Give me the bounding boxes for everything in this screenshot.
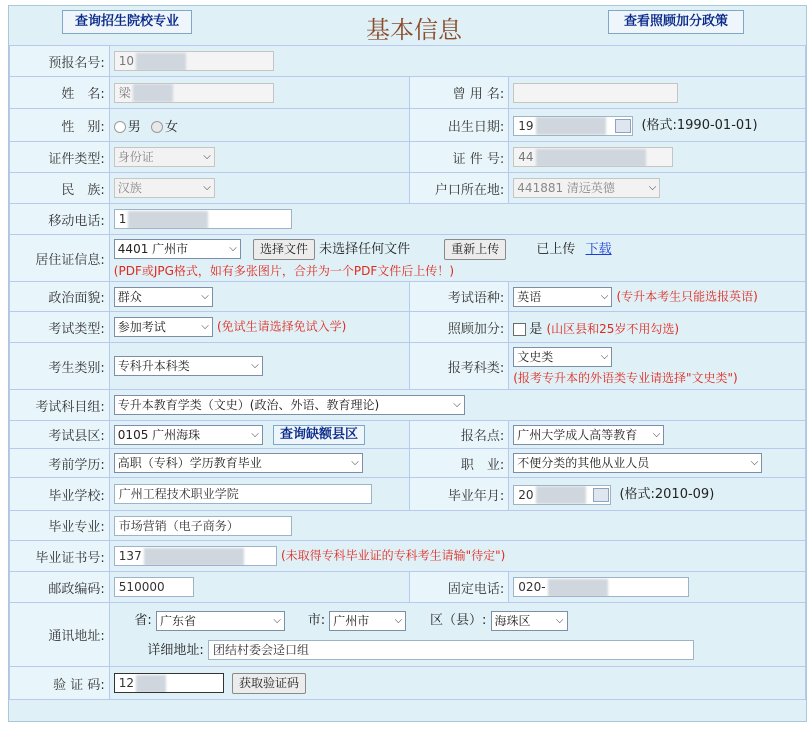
phone-label: 固定电话: [409, 572, 509, 603]
city-select[interactable]: 广州市 ⌵ [329, 611, 406, 631]
calendar-icon[interactable] [615, 119, 631, 133]
no-file-text: 未选择任何文件 [319, 241, 411, 257]
province-select[interactable]: 广东省 ⌵ [156, 611, 285, 631]
exam-type-select[interactable]: 参加考试 ⌵ [114, 317, 213, 337]
query-county-button[interactable]: 查询缺额县区 [273, 425, 365, 445]
captcha-input[interactable]: 12 [114, 673, 224, 693]
gender-male-radio[interactable] [114, 121, 126, 133]
chevron-down-icon: ⌵ [600, 290, 609, 302]
mobile-input[interactable]: 1 [114, 209, 292, 229]
province-label: 省: [134, 613, 152, 628]
lang-note: (专升本考生只能选报英语) [616, 289, 758, 303]
political-select[interactable]: 群众 ⌵ [114, 287, 213, 307]
reg-no-field: 10 [114, 51, 274, 71]
lang-label: 考试语种: [409, 282, 509, 312]
job-label: 职 业: [409, 449, 509, 478]
chevron-down-icon: ⌵ [229, 243, 237, 254]
id-no-label: 证 件 号: [409, 142, 509, 173]
query-majors-button[interactable]: 查询招生院校专业 [62, 10, 192, 34]
birth-label: 出生日期: [409, 109, 509, 142]
job-select[interactable]: 不便分类的其他从业人员 ⌵ [513, 453, 762, 473]
name-label: 姓 名: [10, 77, 110, 109]
exam-type-label: 考试类型: [10, 312, 110, 343]
category-select[interactable]: 专科升本科类 ⌵ [114, 356, 263, 376]
ethnic-label: 民 族: [10, 173, 110, 204]
residence-note: (PDF或JPG格式，如有多张图片，合并为一个PDF文件后上传！) [113, 263, 454, 278]
school-input[interactable]: 广州工程技术职业学院 [114, 484, 372, 504]
district-label: 区（县）: [429, 613, 487, 628]
district-select[interactable]: 海珠区 ⌵ [491, 611, 568, 631]
mobile-label: 移动电话: [10, 204, 110, 235]
city-label: 市: [307, 613, 326, 628]
chevron-down-icon: ⌵ [203, 182, 211, 193]
chevron-down-icon: ⌵ [251, 360, 259, 371]
uploaded-text: 已上传 [536, 241, 576, 257]
chevron-down-icon: ⌵ [555, 614, 564, 626]
info-table [9, 45, 806, 700]
chevron-down-icon: ⌵ [203, 151, 211, 162]
id-no-field: 44 [513, 147, 673, 167]
lang-select[interactable]: 英语 ⌵ [513, 287, 612, 307]
edu-label: 考前学历: [10, 449, 110, 478]
bonus-checkbox[interactable] [513, 323, 526, 336]
download-link[interactable]: 下载 [585, 241, 612, 257]
address-label: 通讯地址: [10, 603, 110, 667]
bonus-policy-button[interactable]: 查看照顾加分政策 [608, 10, 744, 34]
chevron-down-icon: ⌵ [273, 614, 281, 626]
former-name-label: 曾 用 名: [409, 77, 509, 109]
postcode-input[interactable]: 510000 [114, 577, 194, 597]
birth-format-hint: (格式:1990-01-01) [641, 118, 758, 134]
hukou-label: 户口所在地: [409, 173, 509, 204]
chevron-down-icon: ⌵ [201, 290, 209, 302]
residence-label: 居住证信息: [10, 235, 110, 282]
chevron-down-icon: ⌵ [251, 428, 259, 440]
hukou-select[interactable]: 441881 清远英德 ⌵ [513, 178, 660, 198]
address-detail-input[interactable]: 团结村委会迳口组 [208, 640, 694, 660]
gender-male-label: 男 [127, 119, 141, 135]
bonus-label: 照顾加分: [409, 312, 509, 343]
major-input[interactable]: 市场营销（电子商务） [114, 516, 292, 536]
gender-female-label: 女 [164, 119, 178, 135]
captcha-label: 验 证 码: [10, 667, 110, 700]
chevron-down-icon: ⌵ [201, 321, 209, 332]
gender-female-radio[interactable] [151, 121, 163, 133]
get-captcha-button[interactable]: 获取验证码 [232, 673, 306, 694]
chevron-down-icon: ⌵ [453, 399, 461, 410]
calendar-icon[interactable] [593, 488, 609, 502]
county-select[interactable]: 0105 广州海珠 ⌵ [114, 425, 263, 445]
reg-no-label: 预报名号: [10, 46, 110, 77]
id-type-select[interactable]: 身份证 ⌵ [114, 147, 215, 167]
subject-group-select[interactable]: 专升本教育学类（文史）(政治、外语、教育理论) ⌵ [114, 395, 465, 415]
bonus-note: (山区县和25岁不用勾选) [546, 321, 680, 336]
former-name-field [513, 83, 678, 103]
political-label: 政治面貌: [10, 282, 110, 312]
cert-no-note: (未取得专科毕业证的专科考生请输"待定") [280, 548, 506, 563]
grad-date-label: 毕业年月: [409, 478, 509, 511]
edu-select[interactable]: 高职（专科）学历教育毕业 ⌵ [114, 453, 363, 473]
id-type-label: 证件类型: [10, 142, 110, 173]
residence-city-select[interactable]: 4401 广州市 ⌵ [114, 239, 241, 259]
name-field: 梁 [114, 83, 274, 103]
grad-date-hint: (格式:2010-09) [619, 487, 715, 503]
birth-date-input[interactable]: 19 [513, 116, 633, 136]
chevron-down-icon: ⌵ [600, 350, 609, 362]
form-frame [8, 5, 807, 722]
subject-type-label: 报考科类: [409, 343, 509, 390]
subject-type-note: (报考专升本的外语类专业请选择"文史类") [513, 370, 738, 385]
chevron-down-icon: ⌵ [351, 457, 359, 468]
exam-type-note: (免试生请选择免试入学) [216, 319, 347, 334]
school-label: 毕业学校: [10, 478, 110, 511]
county-label: 考试县区: [10, 421, 110, 449]
postcode-label: 邮政编码: [10, 572, 110, 603]
choose-file-button[interactable]: 选择文件 [253, 239, 315, 260]
site-label: 报名点: [409, 421, 509, 449]
site-select[interactable]: 广州大学成人高等教育 ⌵ [513, 425, 664, 445]
ethnic-select[interactable]: 汉族 ⌵ [114, 178, 215, 198]
grad-date-input[interactable]: 20 [513, 485, 611, 505]
detail-label: 详细地址: [147, 642, 204, 658]
subject-type-select[interactable]: 文史类 ⌵ [513, 347, 612, 367]
cert-no-label: 毕业证书号: [10, 541, 110, 572]
chevron-down-icon: ⌵ [652, 428, 661, 440]
gender-label: 性 别: [10, 109, 110, 142]
page-title: 基本信息 [366, 16, 462, 44]
category-label: 考生类别: [10, 343, 110, 390]
chevron-down-icon: ⌵ [394, 614, 403, 626]
cert-no-input[interactable]: 137 [114, 546, 277, 566]
bonus-option: 是 [529, 321, 543, 337]
chevron-down-icon: ⌵ [648, 182, 657, 193]
phone-input[interactable]: 020- [513, 577, 689, 597]
subject-group-label: 考试科目组: [10, 390, 110, 421]
reupload-button[interactable]: 重新上传 [444, 239, 506, 260]
chevron-down-icon: ⌵ [750, 457, 759, 468]
major-label: 毕业专业: [10, 511, 110, 541]
